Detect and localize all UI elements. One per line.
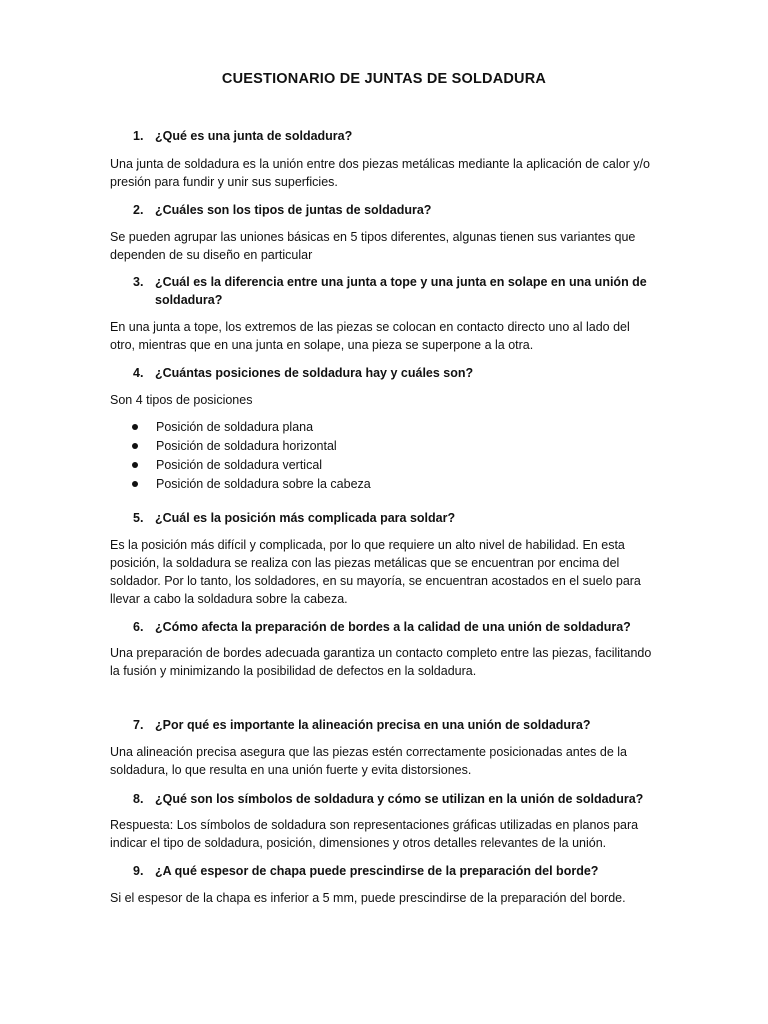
question-5 — [133, 509, 653, 527]
question-text: ¿Por qué es importante la alineación precisa en una unión de soldadura? — [155, 718, 591, 732]
question-number: 1. — [133, 129, 144, 143]
page-title: CUESTIONARIO DE JUNTAS DE SOLDADURA — [221, 71, 547, 87]
question-text: ¿Cuál es la diferencia entre una junta a tope y una junta en solape en una unión de soldadura? — [155, 275, 647, 307]
answer-7: Una alineación precisa asegura que las piezas estén correctamente posicionadas antes de la soldadura, lo que resulta en una unión fuerte y evita distorsiones. — [110, 745, 627, 777]
question-number: 6. — [133, 620, 144, 634]
list-item — [130, 437, 530, 456]
list-item — [130, 456, 530, 475]
question-number: 5. — [133, 511, 144, 525]
answer-5: Es la posición más difícil y complicada, por lo que requiere un alto nivel de habilidad. En esta posición, la soldadura se realiza con las piezas metálicas que se encuentran por encima del soldador. Por lo tanto, los soldadores, en su mayoría, se encuentran acostados en el suelo para llevar a cabo la soldadura sobre la cabeza. — [110, 538, 641, 606]
question-number: 4. — [133, 366, 144, 380]
bullet-icon — [132, 424, 138, 430]
question-text: ¿Cuántas posiciones de soldadura hay y cuáles son? — [155, 366, 474, 380]
answer-9: Si el espesor de la chapa es inferior a 5 mm, puede prescindirse de la preparación del borde. — [110, 891, 626, 905]
answer-8: Respuesta: Los símbolos de soldadura son representaciones gráficas utilizadas en planos para indicar el tipo de soldadura, posición, dimensiones y otros detalles relevantes de la unión. — [110, 818, 639, 850]
question-text: ¿Qué son los símbolos de soldadura y cómo se utilizan en la unión de soldadura? — [155, 792, 644, 806]
answer-1: Una junta de soldadura es la unión entre dos piezas metálicas mediante la aplicación de calor y/o presión para fundir y unir sus superficies. — [110, 157, 650, 189]
answer-4: Son 4 tipos de posiciones — [110, 393, 253, 407]
list-item-text: Posición de soldadura vertical — [156, 458, 323, 472]
list-item — [130, 418, 530, 437]
question-text: ¿A qué espesor de chapa puede prescindirse de la preparación del borde? — [155, 864, 599, 878]
answer-2: Se pueden agrupar las uniones básicas en 5 tipos diferentes, algunas tienen sus variantes que dependen de su diseño en particular — [110, 230, 636, 262]
positions-list — [130, 418, 530, 494]
question-text: ¿Cómo afecta la preparación de bordes a la calidad de una unión de soldadura? — [155, 620, 631, 634]
answer-3: En una junta a tope, los extremos de las piezas se colocan en contacto directo uno al lado del otro, mientras que en una junta en solape, una pieza se superpone a la otra. — [110, 320, 630, 352]
question-number: 8. — [133, 792, 144, 806]
list-item — [130, 475, 530, 494]
bullet-icon — [132, 443, 138, 449]
question-number: 7. — [133, 718, 144, 732]
question-number: 9. — [133, 864, 144, 878]
question-text: ¿Cuál es la posición más complicada para soldar? — [155, 511, 456, 525]
bullet-icon — [132, 462, 138, 468]
question-7 — [133, 716, 653, 734]
question-6 — [133, 618, 653, 636]
question-text: ¿Qué es una junta de soldadura? — [155, 129, 353, 143]
question-number: 2. — [133, 203, 144, 217]
question-number: 3. — [133, 275, 144, 289]
question-3 — [133, 273, 653, 309]
question-1 — [133, 127, 653, 145]
list-item-text: Posición de soldadura plana — [156, 420, 314, 434]
list-item-text: Posición de soldadura sobre la cabeza — [156, 477, 371, 491]
list-item-text: Posición de soldadura horizontal — [156, 439, 337, 453]
bullet-icon — [132, 481, 138, 487]
question-2 — [133, 201, 653, 219]
question-text: ¿Cuáles son los tipos de juntas de soldadura? — [155, 203, 432, 217]
question-9 — [133, 862, 653, 880]
question-4 — [133, 364, 653, 382]
answer-6: Una preparación de bordes adecuada garantiza un contacto completo entre las piezas, facilitando la fusión y minimizando la posibilidad de defectos en la soldadura. — [110, 646, 652, 678]
question-8 — [133, 790, 653, 808]
